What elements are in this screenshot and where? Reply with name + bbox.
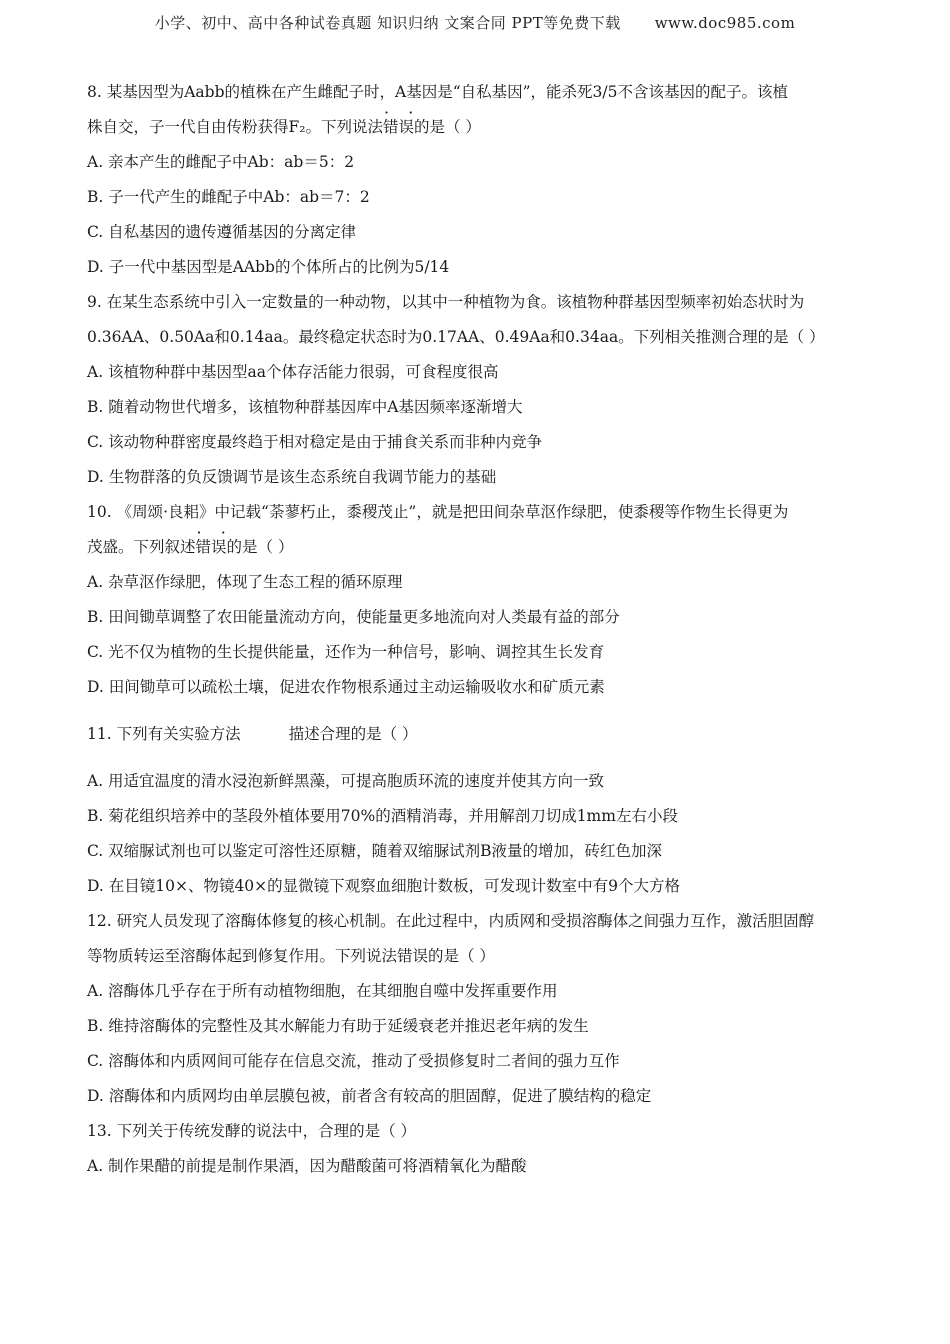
question-stem: 8. 某基因型为Aabb的植株在产生雌配子时，A基因是“自私基因”，能杀死3/5不含该基因的配子。该植	[87, 83, 788, 101]
option-b: B. 随着动物世代增多，该植物种群基因库中A基因频率逐渐增大	[87, 398, 523, 416]
question-13	[87, 1116, 872, 1186]
option-d: D. 田间锄草可以疏松土壤，促进农作物根系通过主动运输吸收水和矿质元素	[87, 678, 605, 696]
question-stem-cont: 等物质转运至溶酶体起到修复作用。下列说法错误的是（ ）	[87, 947, 495, 965]
header-text: 小学、初中、高中各种试卷真题 知识归纳 文案合同 PPT等免费下载	[154, 14, 621, 32]
document-body	[87, 77, 872, 1186]
question-11	[87, 719, 872, 906]
option-b: B. 维持溶酶体的完整性及其水解能力有助于延缓衰老并推迟老年病的发生	[87, 1017, 589, 1035]
question-10	[87, 497, 872, 707]
option-c: C. 双缩脲试剂也可以鉴定可溶性还原糖，随着双缩脲试剂B液量的增加，砖红色加深	[87, 842, 663, 860]
option-d: D. 子一代中基因型是AAbb的个体所占的比例为5/14	[87, 258, 450, 276]
question-stem: 13. 下列关于传统发酵的说法中，合理的是（ ）	[87, 1122, 417, 1140]
option-b: B. 子一代产生的雌配子中Ab：ab＝7：2	[87, 188, 370, 206]
option-a: A. 溶酶体几乎存在于所有动植物细胞，在其细胞自噬中发挥重要作用	[87, 982, 558, 1000]
question-stem: 10. 《周颂·良耜》中记载“荼蓼朽止，黍稷茂止”，就是把田间杂草沤作绿肥，使黍稷等作物生长得更为	[87, 503, 789, 521]
question-stem-cont: 株自交，子一代自由传粉获得F₂。下列说法· · 错误的是（ ）	[87, 112, 872, 147]
question-stem: 11. 下列有关实验方法 描述合理的是（ ）	[87, 725, 418, 743]
emphasis-mark: · · 错误	[196, 532, 227, 562]
option-c: C. 自私基因的遗传遵循基因的分离定律	[87, 223, 357, 241]
page-header	[0, 12, 950, 33]
question-stem-cont: 0.36AA、0.50Aa和0.14aa。最终稳定状态时为0.17AA、0.49Aa和0.34aa。下列相关推测合理的是（ ）	[87, 328, 825, 346]
option-d: D. 生物群落的负反馈调节是该生态系统自我调节能力的基础	[87, 468, 497, 486]
option-c: C. 光不仅为植物的生长提供能量，还作为一种信号，影响、调控其生长发育	[87, 643, 605, 661]
question-12	[87, 906, 872, 1116]
option-c: C. 溶酶体和内质网间可能存在信息交流，推动了受损修复时二者间的强力互作	[87, 1052, 620, 1070]
question-8	[87, 77, 872, 287]
option-d: D. 溶酶体和内质网均由单层膜包被，前者含有较高的胆固醇，促进了膜结构的稳定	[87, 1087, 652, 1105]
option-a: A. 杂草沤作绿肥，体现了生态工程的循环原理	[87, 573, 403, 591]
option-b: B. 田间锄草调整了农田能量流动方向，使能量更多地流向对人类最有益的部分	[87, 608, 620, 626]
option-b: B. 菊花组织培养中的茎段外植体要用70%的酒精消毒，并用解剖刀切成1mm左右小段	[87, 807, 678, 825]
option-c: C. 该动物种群密度最终趋于相对稳定是由于捕食关系而非种内竞争	[87, 433, 543, 451]
option-d: D. 在目镜10×、物镜40×的显微镜下观察血细胞计数板，可发现计数室中有9个大方格	[87, 877, 681, 895]
emphasis-mark: · · 错误	[383, 112, 414, 142]
question-stem: 9. 在某生态系统中引入一定数量的一种动物，以其中一种植物为食。该植物种群基因型频率初始态状时为	[87, 293, 805, 311]
question-stem-cont: 茂盛。下列叙述· · 错误的是（ ）	[87, 532, 872, 567]
question-stem: 12. 研究人员发现了溶酶体修复的核心机制。在此过程中，内质网和受损溶酶体之间强力互作，激活胆固醇	[87, 912, 815, 930]
header-site: www.doc985.com	[654, 14, 796, 32]
question-9	[87, 287, 872, 497]
option-a: A. 亲本产生的雌配子中Ab：ab＝5：2	[87, 153, 355, 171]
option-a: A. 用适宜温度的清水浸泡新鲜黑藻，可提高胞质环流的速度并使其方向一致	[87, 772, 605, 790]
option-a: A. 该植物种群中基因型aa个体存活能力很弱，可食程度很高	[87, 363, 499, 381]
option-a: A. 制作果醋的前提是制作果酒，因为醋酸菌可将酒精氧化为醋酸	[87, 1157, 527, 1175]
